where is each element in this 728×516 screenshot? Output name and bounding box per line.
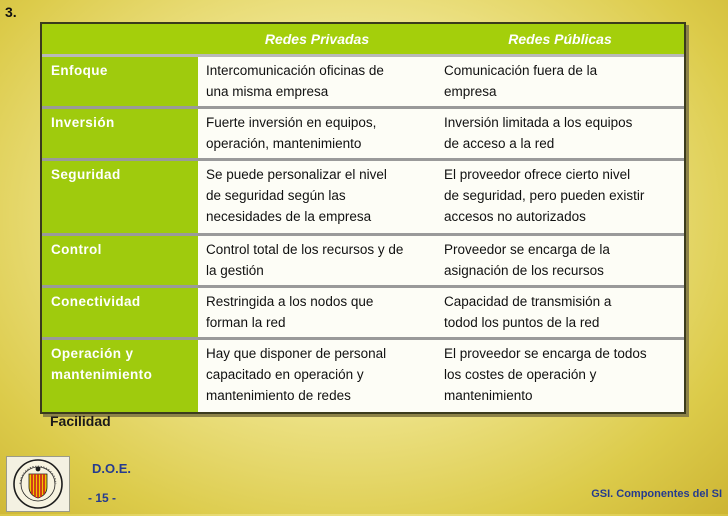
cell-line: Fuerte inversión en equipos,: [206, 115, 377, 131]
cell-line: empresa: [444, 84, 497, 99]
row-label: Operación y mantenimiento: [42, 339, 198, 412]
row-label: Inversión: [42, 108, 198, 160]
comparison-table: [42, 24, 684, 412]
slide-number: 3.: [5, 4, 17, 20]
publicas-cell: [436, 235, 684, 287]
row-label: Seguridad: [42, 160, 198, 235]
privadas-cell: [198, 56, 436, 108]
university-seal-icon: [7, 457, 69, 511]
row-label: Conectividad: [42, 287, 198, 339]
university-seal: [6, 456, 70, 512]
cell-line: asignación de los recursos: [444, 263, 604, 279]
extra-row-label: Facilidad: [50, 413, 111, 429]
cell-line: Comunicación fuera de la: [444, 63, 598, 78]
header-redes-publicas: Redes Públicas: [436, 24, 684, 56]
footer-title: GSI. Componentes del SI: [591, 488, 722, 500]
privadas-cell: [198, 339, 436, 412]
cell-line: forman la red: [206, 315, 286, 331]
cell-line: necesidades de la empresa: [206, 209, 372, 225]
cell-line: Restringida a los nodos que: [206, 294, 374, 310]
cell-line: Inversión limitada a los equipos: [444, 115, 633, 131]
cell-line: capacitado en operación y: [206, 367, 364, 383]
publicas-cell: [436, 160, 684, 235]
cell-line: accesos no autorizados: [444, 209, 586, 225]
table-row: [42, 56, 684, 108]
cell-line: todod los puntos de la red: [444, 315, 600, 331]
publicas-cell: [436, 56, 684, 108]
row-label: Control: [42, 235, 198, 287]
publicas-cell: [436, 287, 684, 339]
cell-line: Proveedor se encarga de la: [444, 242, 610, 258]
cell-line: operación, mantenimiento: [206, 136, 362, 152]
cell-line: Se puede personalizar el nivel: [206, 167, 387, 183]
cell-line: la gestión: [206, 263, 264, 279]
table-row: [42, 108, 684, 160]
cell-line: de seguridad, pero pueden existir: [444, 188, 645, 204]
footer-doe: D.O.E.: [92, 461, 132, 476]
cell-line: mantenimiento: [444, 388, 533, 404]
cell-line: los costes de operación y: [444, 367, 597, 383]
table-row: [42, 339, 684, 412]
table-row: [42, 235, 684, 287]
publicas-cell: [436, 108, 684, 160]
row-label: Enfoque: [42, 56, 198, 108]
privadas-cell: [198, 235, 436, 287]
cell-line: Hay que disponer de personal: [206, 346, 387, 362]
privadas-cell: [198, 287, 436, 339]
privadas-cell: [198, 160, 436, 235]
page-number: - 15 -: [88, 491, 117, 505]
cell-line: mantenimiento de redes: [206, 388, 351, 404]
privadas-cell: [198, 108, 436, 160]
table-header-row: [42, 24, 684, 56]
cell-line: de acceso a la red: [444, 136, 555, 152]
publicas-cell: [436, 339, 684, 412]
table-row: [42, 287, 684, 339]
cell-line: Control total de los recursos y de: [206, 242, 404, 258]
table-row: [42, 160, 684, 235]
cell-line: El proveedor ofrece cierto nivel: [444, 167, 631, 183]
cell-line: de seguridad según las: [206, 188, 346, 204]
header-redes-privadas: Redes Privadas: [198, 24, 436, 56]
cell-line: Intercomunicación oficinas de: [206, 63, 384, 78]
cell-line: El proveedor se encarga de todos: [444, 346, 647, 362]
cell-line: una misma empresa: [206, 84, 329, 99]
cell-line: Capacidad de transmisión a: [444, 294, 612, 310]
header-empty: [42, 24, 198, 56]
